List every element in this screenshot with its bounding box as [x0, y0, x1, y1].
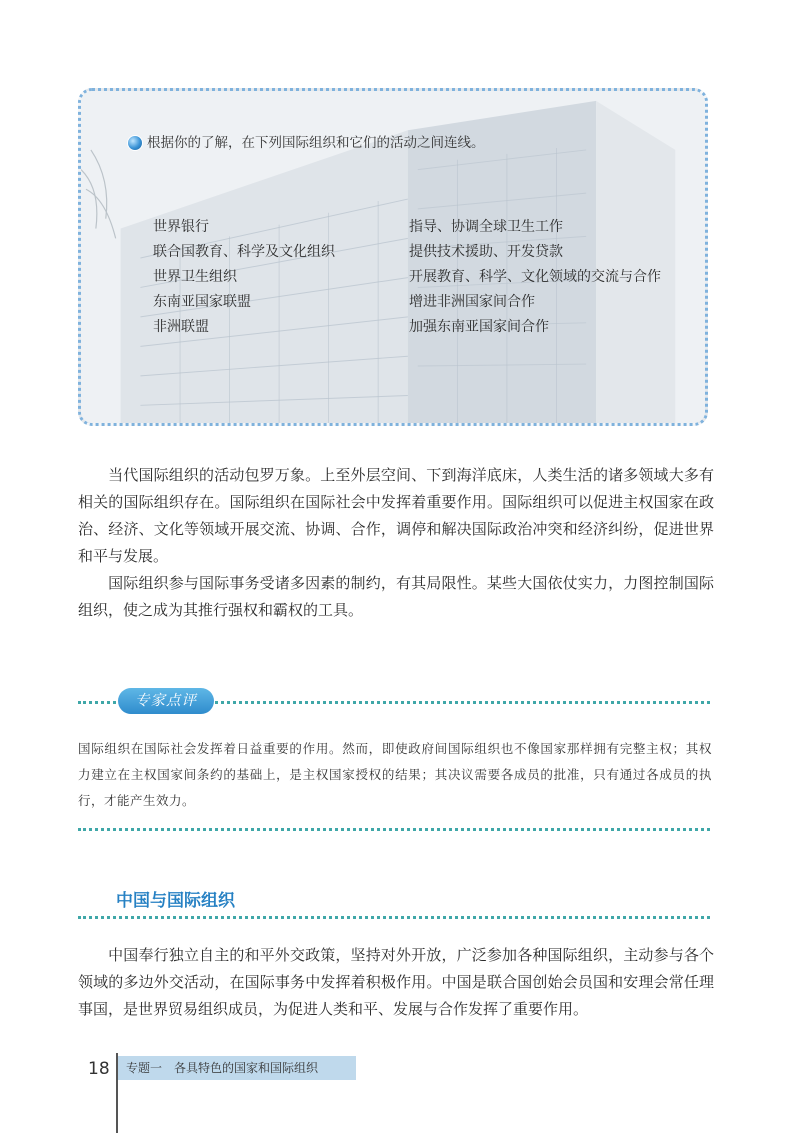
activity-item: 开展教育、科学、文化领域的交流与合作 — [409, 269, 661, 285]
organization-item: 东南亚国家联盟 — [153, 294, 251, 310]
blue-dot-bullet-icon — [127, 135, 143, 151]
activity-instruction: 根据你的了解，在下列国际组织和它们的活动之间连线。 — [147, 135, 485, 151]
section-paragraph-text: 中国奉行独立自主的和平外交政策，坚持对外开放，广泛参加各种国际组织，主动参与各个领域的多边外交活动，在国际事务中发挥着积极作用。中国是联合国创始会员国和安理会常任理事国，是世界贸易组织成员，为促进人类和平、发展与合作发挥了重要作用。 — [78, 946, 714, 1018]
activity-item: 加强东南亚国家间合作 — [409, 319, 549, 335]
dotted-divider — [78, 916, 710, 919]
activity-box — [78, 88, 708, 426]
activity-item: 提供技术援助、开发贷款 — [409, 244, 563, 260]
organization-item: 联合国教育、科学及文化组织 — [153, 244, 335, 260]
body-paragraph-text: 当代国际组织的活动包罗万象。上至外层空间、下到海洋底床，人类生活的诸多领域大多有相关的国际组织存在。国际组织在国际社会中发挥着重要作用。国际组织可以促进主权国家在政治、经济、文化等领域开展交流、协调、合作，调停和解决国际政治冲突和经济纠纷，促进世界和平与发展。 — [78, 466, 714, 565]
expert-comment-text: 国际组织在国际社会发挥着日益重要的作用。然而，即使政府间国际组织也不像国家那样拥有完整主权；其权力建立在主权国家间条约的基础上，是主权国家授权的结果；其决议需要各成员的批准，只有通过各成员的执行，才能产生效力。 — [78, 741, 712, 808]
running-title: 专题一 各具特色的国家和国际组织 — [118, 1056, 356, 1080]
body-paragraph — [78, 462, 714, 570]
expert-comment-label: 专家点评 — [118, 688, 214, 714]
section-heading: 中国与国际组织 — [116, 891, 235, 911]
page-number: 18 — [88, 1059, 110, 1079]
body-paragraph-text: 国际组织参与国际事务受诸多因素的制约，有其局限性。某些大国依仗实力，力图控制国际组织，使之成为其推行强权和霸权的工具。 — [78, 574, 714, 619]
activity-item: 指导、协调全球卫生工作 — [409, 219, 563, 235]
organization-item: 世界卫生组织 — [153, 269, 237, 285]
organization-list — [153, 215, 335, 340]
organization-item: 世界银行 — [153, 219, 209, 235]
body-paragraph — [78, 570, 714, 624]
organization-item: 非洲联盟 — [153, 319, 209, 335]
activity-list — [409, 215, 661, 340]
activity-item: 增进非洲国家间合作 — [409, 294, 535, 310]
section-paragraph — [78, 942, 714, 1023]
dotted-divider — [78, 828, 710, 831]
